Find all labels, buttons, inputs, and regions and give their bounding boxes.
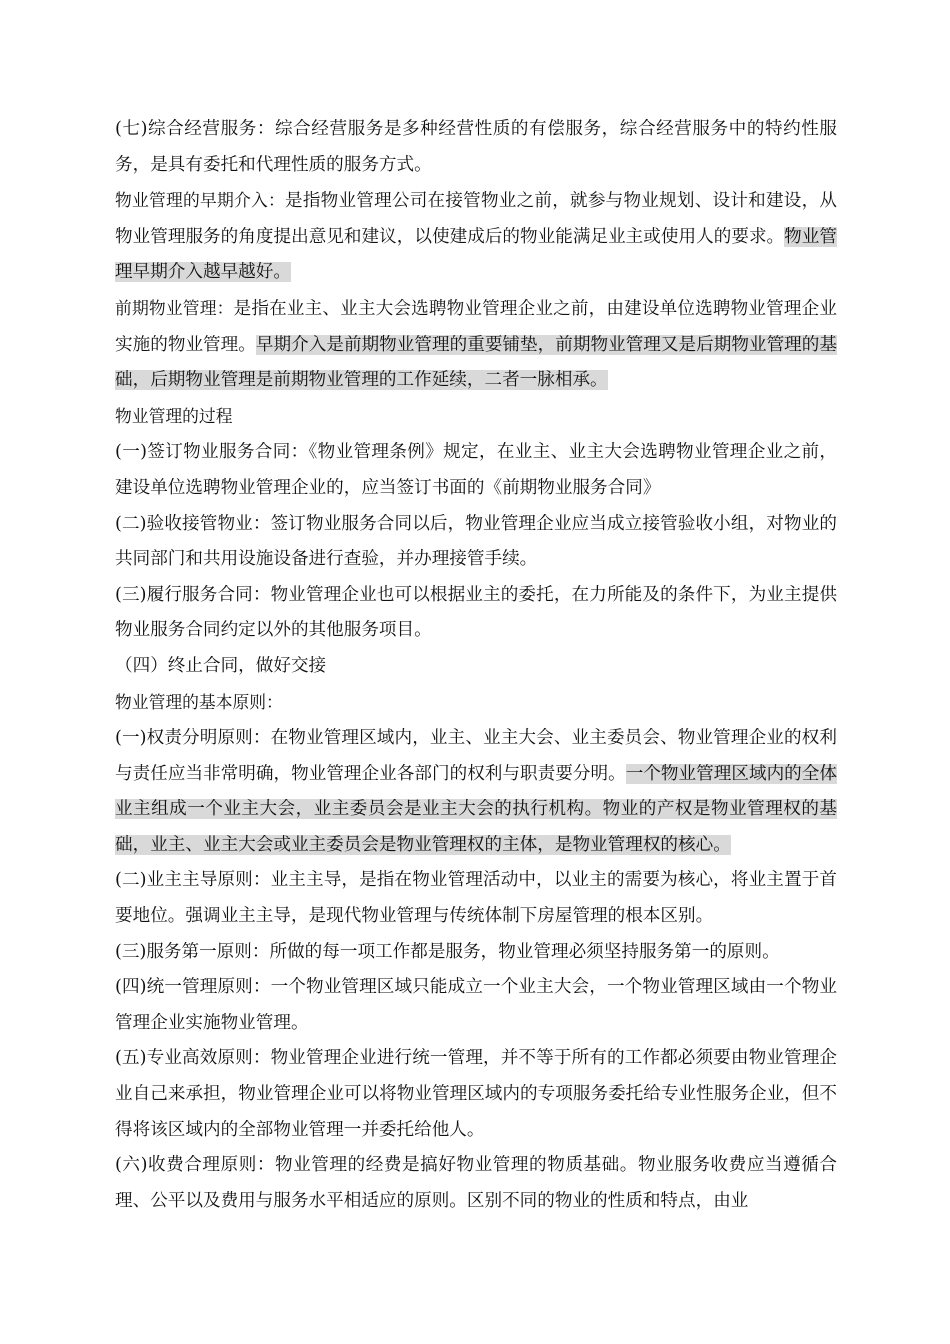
highlighted-text: 物业管理早期介入越早越好。 xyxy=(115,226,837,283)
paragraph xyxy=(115,1041,837,1148)
paragraph xyxy=(115,685,837,722)
body-text: (二)验收接管物业：签订物业服务合同以后，物业管理企业应当成立接管验收小组，对物业的共同部门和共用设施设备进行查验，并办理接管手续。 xyxy=(115,513,837,570)
paragraph xyxy=(115,970,837,1041)
paragraph xyxy=(115,578,837,649)
body-text: (二)业主主导原则：业主主导，是指在物业管理活动中，以业主的需要为核心，将业主置于首要地位。强调业主主导，是现代物业管理与传统体制下房屋管理的根本区别。 xyxy=(115,870,837,927)
paragraph xyxy=(115,721,837,863)
paragraph xyxy=(115,399,837,436)
body-text: (四)统一管理原则：一个物业管理区域只能成立一个业主大会，一个物业管理区域由一个物业管理企业实施物业管理。 xyxy=(115,977,837,1033)
section-heading: 物业管理的基本原则： xyxy=(115,691,283,712)
section-heading: 物业管理的过程 xyxy=(115,405,233,426)
body-text: 是指物业管理公司在接管物业之前，就参与物业规划、设计和建设，从物业管理服务的角度提出意见和建议，以使建成后的物业能满足业主或使用人的要求。 xyxy=(115,191,837,247)
paragraph xyxy=(115,291,837,399)
body-text: (一)权责分明原则：在物业管理区域内，业主、业主大会、业主委员会、物业管理企业的权利与责任应当非常明确，物业管理企业各部门的权利与职责要分明。 xyxy=(115,728,837,784)
body-text: (三)履行服务合同：物业管理企业也可以根据业主的委托，在力所能及的条件下，为业主提供物业服务合同约定以外的其他服务项目。 xyxy=(115,584,837,641)
highlighted-text: 一个物业管理区域内的全体业主组成一个业主大会，业主委员会是业主大会的执行机构。物业的产权是物业管理权的基础，业主、业主大会或业主委员会是物业管理权的主体，是物业管理权的核心。 xyxy=(115,763,837,855)
body-text: (六)收费合理原则：物业管理的经费是搞好物业管理的物质基础。物业服务收费应当遵循合理、公平以及费用与服务水平相适应的原则。区别不同的物业的性质和特点，由业 xyxy=(115,1155,837,1211)
body-text: 是指在业主、业主大会选聘物业管理企业之前，由建设单位选聘物业管理企业实施的物业管理。 xyxy=(115,298,837,355)
paragraph xyxy=(115,863,837,934)
body-text: (七)综合经营服务：综合经营服务是多种经营性质的有偿服务，综合经营服务中的特约性服务，是具有委托和代理性质的服务方式。 xyxy=(115,119,837,175)
paragraph xyxy=(115,935,837,971)
paragraph xyxy=(115,507,837,578)
paragraph xyxy=(115,649,837,685)
body-text: (五)专业高效原则：物业管理企业进行统一管理，并不等于所有的工作都必须要由物业管理企业自己来承担，物业管理企业可以将物业管理区域内的专项服务委托给专业性服务企业，但不得将该区域内的全部物业管理一并委托给他人。 xyxy=(115,1048,837,1140)
paragraph xyxy=(115,435,837,506)
body-text: （四）终止合同，做好交接 xyxy=(115,655,327,676)
highlighted-text: 早期介入是前期物业管理的重要铺垫，前期物业管理又是后期物业管理的基础，后期物业管理是前期物业管理的工作延续，二者一脉相承。 xyxy=(115,334,837,391)
body-text: (三)服务第一原则：所做的每一项工作都是服务，物业管理必须坚持服务第一的原则。 xyxy=(115,941,780,962)
document-page xyxy=(115,112,837,1219)
paragraph xyxy=(115,112,837,183)
section-heading: 物业管理的早期介入： xyxy=(115,190,286,211)
paragraph xyxy=(115,183,837,291)
body-text: (一)签订物业服务合同：《物业管理条例》规定，在业主、业主大会选聘物业管理企业之前，建设单位选聘物业管理企业的，应当签订书面的《前期物业服务合同》 xyxy=(115,442,837,498)
paragraph xyxy=(115,1148,837,1219)
section-heading: 前期物业管理： xyxy=(115,297,234,318)
